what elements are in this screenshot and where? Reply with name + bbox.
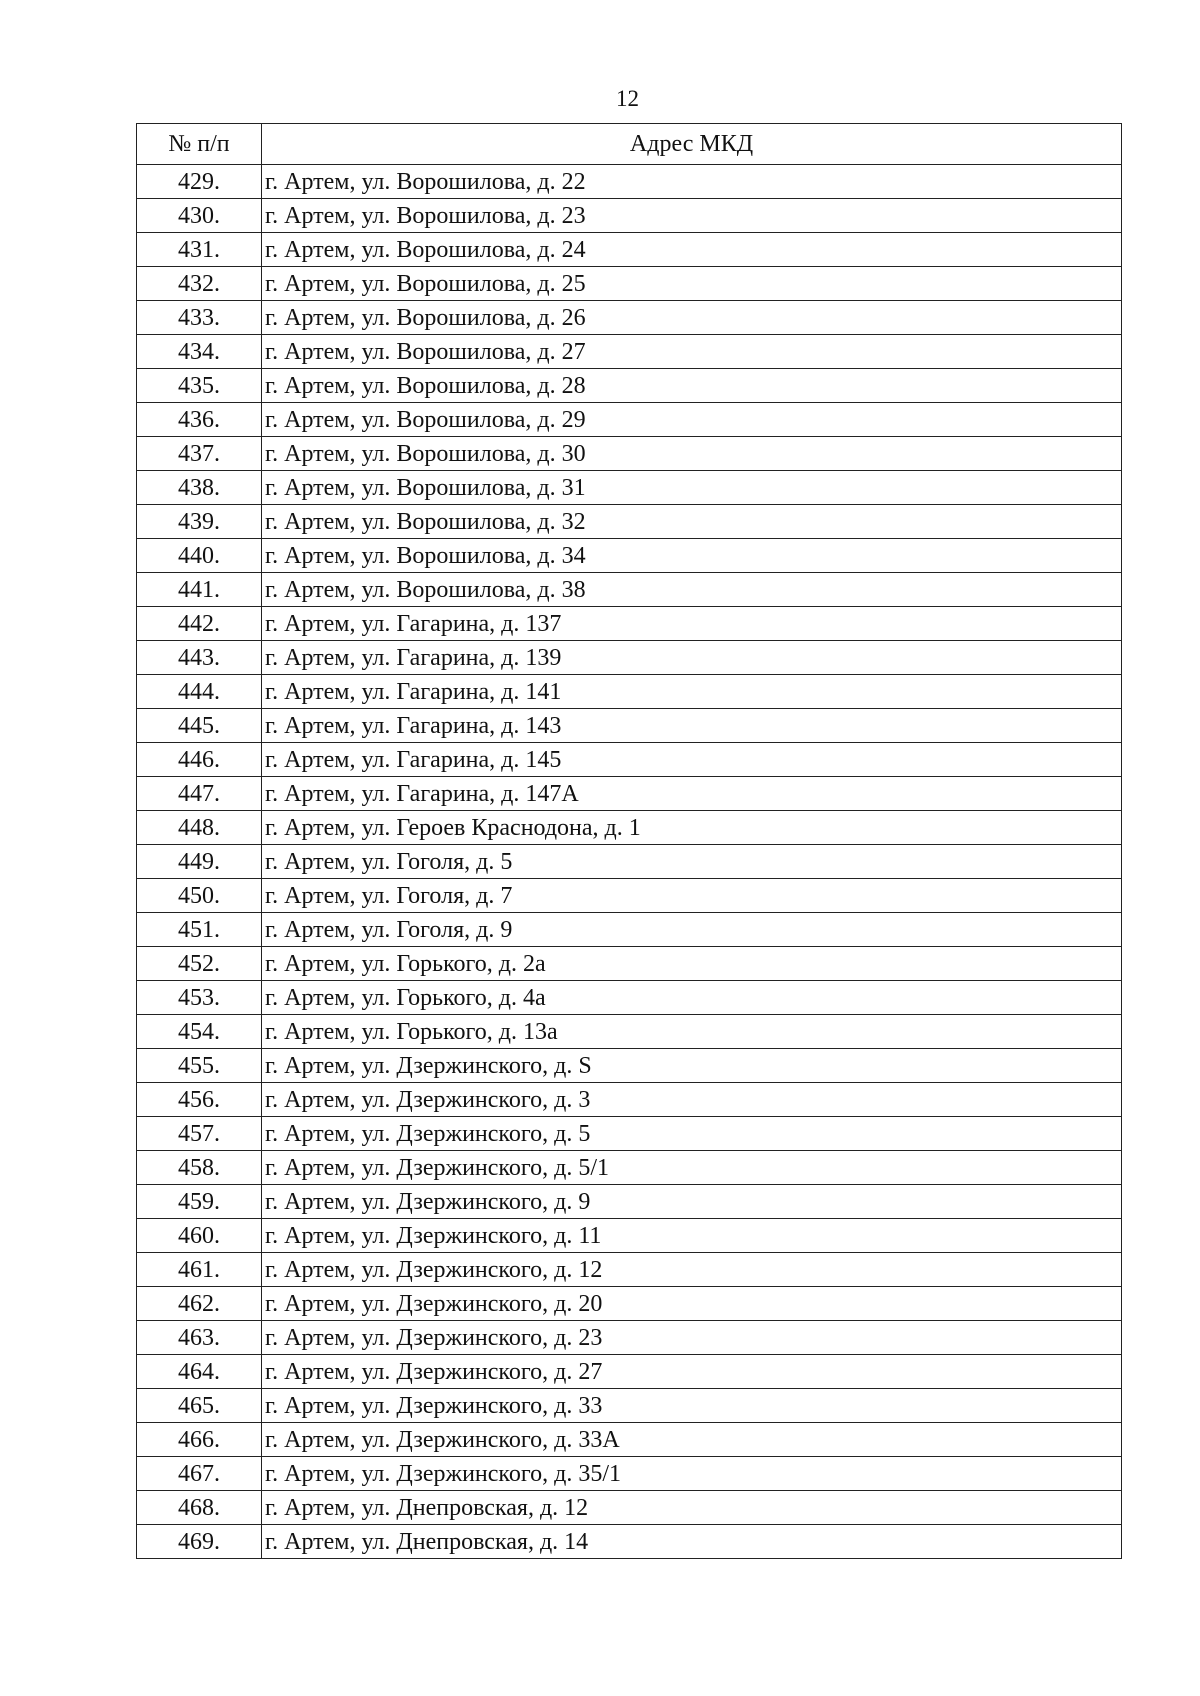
table-row (137, 1287, 1122, 1321)
row-number: 434. (137, 335, 262, 369)
row-address: г. Артем, ул. Горького, д. 4а (262, 981, 1122, 1015)
table-row (137, 199, 1122, 233)
row-number: 456. (137, 1083, 262, 1117)
table-row (137, 1355, 1122, 1389)
row-number: 439. (137, 505, 262, 539)
address-table (136, 123, 1122, 1559)
row-number: 429. (137, 165, 262, 199)
table-row (137, 335, 1122, 369)
row-address: г. Артем, ул. Дзержинского, д. 5/1 (262, 1151, 1122, 1185)
row-number: 451. (137, 913, 262, 947)
table-row (137, 573, 1122, 607)
table-row (137, 403, 1122, 437)
row-number: 454. (137, 1015, 262, 1049)
row-number: 437. (137, 437, 262, 471)
row-address: г. Артем, ул. Ворошилова, д. 26 (262, 301, 1122, 335)
table-row (137, 1457, 1122, 1491)
table-row (137, 743, 1122, 777)
row-number: 441. (137, 573, 262, 607)
page-number: 12 (616, 86, 639, 111)
row-number: 466. (137, 1423, 262, 1457)
row-address: г. Артем, ул. Ворошилова, д. 25 (262, 267, 1122, 301)
table-row (137, 1151, 1122, 1185)
row-number: 462. (137, 1287, 262, 1321)
row-number: 432. (137, 267, 262, 301)
row-address: г. Артем, ул. Днепровская, д. 14 (262, 1525, 1122, 1559)
row-number: 433. (137, 301, 262, 335)
row-number: 461. (137, 1253, 262, 1287)
row-number: 449. (137, 845, 262, 879)
row-number: 452. (137, 947, 262, 981)
row-address: г. Артем, ул. Гоголя, д. 5 (262, 845, 1122, 879)
row-number: 457. (137, 1117, 262, 1151)
row-address: г. Артем, ул. Ворошилова, д. 34 (262, 539, 1122, 573)
table-row (137, 811, 1122, 845)
table-row (137, 607, 1122, 641)
table-row (137, 1491, 1122, 1525)
table-row (137, 1423, 1122, 1457)
row-number: 453. (137, 981, 262, 1015)
header-row (137, 124, 1122, 165)
row-address: г. Артем, ул. Дзержинского, д. 5 (262, 1117, 1122, 1151)
row-address: г. Артем, ул. Дзержинского, д. 27 (262, 1355, 1122, 1389)
table-row (137, 1525, 1122, 1559)
row-address: г. Артем, ул. Ворошилова, д. 30 (262, 437, 1122, 471)
row-address: г. Артем, ул. Гагарина, д. 141 (262, 675, 1122, 709)
row-address: г. Артем, ул. Ворошилова, д. 32 (262, 505, 1122, 539)
row-address: г. Артем, ул. Гагарина, д. 147А (262, 777, 1122, 811)
row-number: 436. (137, 403, 262, 437)
row-address: г. Артем, ул. Дзержинского, д. 3 (262, 1083, 1122, 1117)
row-number: 438. (137, 471, 262, 505)
row-number: 455. (137, 1049, 262, 1083)
table-row (137, 947, 1122, 981)
row-number: 447. (137, 777, 262, 811)
row-address: г. Артем, ул. Дзержинского, д. 12 (262, 1253, 1122, 1287)
table-row (137, 1015, 1122, 1049)
row-address: г. Артем, ул. Ворошилова, д. 29 (262, 403, 1122, 437)
column-header-address: Адрес МКД (262, 124, 1122, 165)
row-address: г. Артем, ул. Дзержинского, д. 23 (262, 1321, 1122, 1355)
row-address: г. Артем, ул. Гагарина, д. 137 (262, 607, 1122, 641)
table-row (137, 1219, 1122, 1253)
row-address: г. Артем, ул. Героев Краснодона, д. 1 (262, 811, 1122, 845)
row-address: г. Артем, ул. Дзержинского, д. 33А (262, 1423, 1122, 1457)
row-address: г. Артем, ул. Дзержинского, д. 11 (262, 1219, 1122, 1253)
table-row (137, 913, 1122, 947)
row-number: 435. (137, 369, 262, 403)
table-row (137, 233, 1122, 267)
row-address: г. Артем, ул. Дзержинского, д. S (262, 1049, 1122, 1083)
row-address: г. Артем, ул. Гоголя, д. 9 (262, 913, 1122, 947)
row-number: 445. (137, 709, 262, 743)
row-address: г. Артем, ул. Дзержинского, д. 9 (262, 1185, 1122, 1219)
row-address: г. Артем, ул. Гагарина, д. 145 (262, 743, 1122, 777)
row-address: г. Артем, ул. Ворошилова, д. 24 (262, 233, 1122, 267)
table-header (137, 124, 1122, 165)
row-address: г. Артем, ул. Ворошилова, д. 38 (262, 573, 1122, 607)
table-row (137, 369, 1122, 403)
row-number: 440. (137, 539, 262, 573)
table-row (137, 539, 1122, 573)
row-number: 467. (137, 1457, 262, 1491)
row-address: г. Артем, ул. Горького, д. 13а (262, 1015, 1122, 1049)
column-header-number: № п/п (137, 124, 262, 165)
row-number: 446. (137, 743, 262, 777)
table-row (137, 845, 1122, 879)
table-row (137, 675, 1122, 709)
table-row (137, 1185, 1122, 1219)
row-number: 464. (137, 1355, 262, 1389)
row-address: г. Артем, ул. Горького, д. 2а (262, 947, 1122, 981)
row-number: 448. (137, 811, 262, 845)
row-address: г. Артем, ул. Ворошилова, д. 23 (262, 199, 1122, 233)
row-address: г. Артем, ул. Дзержинского, д. 35/1 (262, 1457, 1122, 1491)
row-number: 465. (137, 1389, 262, 1423)
table-row (137, 1117, 1122, 1151)
row-number: 468. (137, 1491, 262, 1525)
row-address: г. Артем, ул. Ворошилова, д. 22 (262, 165, 1122, 199)
table-row (137, 1049, 1122, 1083)
row-number: 444. (137, 675, 262, 709)
row-number: 430. (137, 199, 262, 233)
row-number: 469. (137, 1525, 262, 1559)
table-row (137, 165, 1122, 199)
table-row (137, 1253, 1122, 1287)
row-number: 442. (137, 607, 262, 641)
table-row (137, 879, 1122, 913)
row-address: г. Артем, ул. Днепровская, д. 12 (262, 1491, 1122, 1525)
row-number: 459. (137, 1185, 262, 1219)
table-row (137, 1321, 1122, 1355)
row-address: г. Артем, ул. Гагарина, д. 139 (262, 641, 1122, 675)
row-address: г. Артем, ул. Гоголя, д. 7 (262, 879, 1122, 913)
row-number: 450. (137, 879, 262, 913)
table-row (137, 1083, 1122, 1117)
row-number: 431. (137, 233, 262, 267)
row-number: 460. (137, 1219, 262, 1253)
table-row (137, 505, 1122, 539)
row-address: г. Артем, ул. Ворошилова, д. 31 (262, 471, 1122, 505)
row-address: г. Артем, ул. Гагарина, д. 143 (262, 709, 1122, 743)
table-row (137, 267, 1122, 301)
table-row (137, 641, 1122, 675)
row-address: г. Артем, ул. Ворошилова, д. 28 (262, 369, 1122, 403)
table-row (137, 777, 1122, 811)
row-number: 458. (137, 1151, 262, 1185)
table-row (137, 437, 1122, 471)
row-address: г. Артем, ул. Ворошилова, д. 27 (262, 335, 1122, 369)
table-row (137, 981, 1122, 1015)
table-row (137, 1389, 1122, 1423)
row-number: 443. (137, 641, 262, 675)
row-number: 463. (137, 1321, 262, 1355)
table-row (137, 709, 1122, 743)
row-address: г. Артем, ул. Дзержинского, д. 33 (262, 1389, 1122, 1423)
table-row (137, 471, 1122, 505)
table-body (137, 165, 1122, 1559)
table-row (137, 301, 1122, 335)
row-address: г. Артем, ул. Дзержинского, д. 20 (262, 1287, 1122, 1321)
